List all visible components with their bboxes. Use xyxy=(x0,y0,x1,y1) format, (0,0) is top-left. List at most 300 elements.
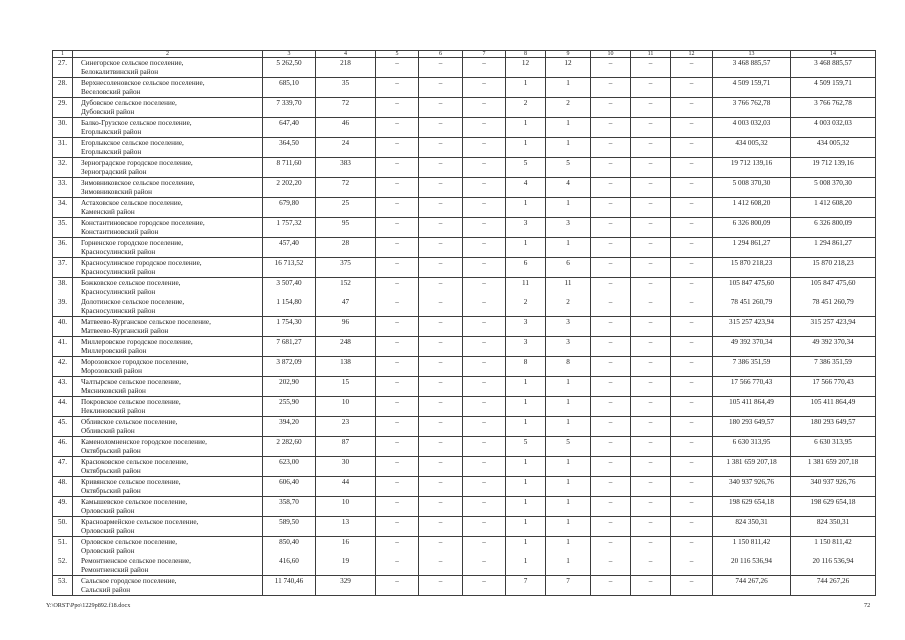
table-row xyxy=(53,477,876,497)
column-13-value: 19 712 139,16 xyxy=(713,158,791,178)
column-11-value: – xyxy=(631,397,671,417)
column-12-value: – xyxy=(671,138,713,158)
column-6-value: – xyxy=(419,497,463,517)
table-row xyxy=(53,218,876,238)
column-12-value: – xyxy=(671,477,713,497)
row-number: 53. xyxy=(53,576,73,596)
column-5-value: – xyxy=(376,158,419,178)
column-13-value: 340 937 926,76 xyxy=(713,477,791,497)
column-12-value: – xyxy=(671,457,713,477)
column-6-value: – xyxy=(419,118,463,138)
column-14-value: 105 411 864,49 xyxy=(791,397,876,417)
column-13-value: 6 326 800,09 xyxy=(713,218,791,238)
district-name: Орловский район xyxy=(81,547,135,555)
settlement-name: Миллеровское городское поселение, xyxy=(81,338,193,346)
column-7-value: – xyxy=(463,238,506,258)
column-9-value: 3 xyxy=(546,218,591,238)
column-10-value: – xyxy=(591,258,631,278)
column-5-value: – xyxy=(376,417,419,437)
settlement-name: Покровское сельское поселение, xyxy=(81,398,181,406)
column-9-value: 1 xyxy=(546,556,591,576)
column-4-value: 28 xyxy=(316,238,376,258)
district-name: Обливский район xyxy=(81,427,135,435)
column-4-value: 13 xyxy=(316,517,376,537)
column-8-value: 4 xyxy=(506,178,546,198)
column-11-value: – xyxy=(631,98,671,118)
row-number: 37. xyxy=(53,258,73,278)
column-8-value: 3 xyxy=(506,317,546,337)
settlement-cell xyxy=(73,337,263,357)
column-6-value: – xyxy=(419,556,463,576)
column-11-value: – xyxy=(631,317,671,337)
column-13-value: 3 468 885,57 xyxy=(713,58,791,78)
column-5-value: – xyxy=(376,138,419,158)
column-3-value: 623,00 xyxy=(263,457,316,477)
column-7-value: – xyxy=(463,98,506,118)
row-number: 46. xyxy=(53,437,73,457)
row-number: 44. xyxy=(53,397,73,417)
table-row xyxy=(53,537,876,557)
settlement-name: Синегорское сельское поселение, xyxy=(81,59,184,67)
table-row xyxy=(53,437,876,457)
column-7-value: – xyxy=(463,218,506,238)
footer-file-path: Y:\ORST\Ppo\1229p892.f18.docx xyxy=(46,602,131,609)
column-6-value: – xyxy=(419,537,463,557)
settlement-cell xyxy=(73,437,263,457)
column-6-value: – xyxy=(419,437,463,457)
column-5-value: – xyxy=(376,198,419,218)
column-9-value: 6 xyxy=(546,258,591,278)
column-6-value: – xyxy=(419,98,463,118)
column-4-value: 87 xyxy=(316,437,376,457)
district-name: Сальский район xyxy=(81,586,131,594)
column-number-13: 13 xyxy=(713,51,791,58)
district-name: Белокалитвинский район xyxy=(81,68,159,76)
column-number-1: 1 xyxy=(53,51,73,58)
district-name: Красносулинский район xyxy=(81,268,156,276)
column-14-value: 315 257 423,94 xyxy=(791,317,876,337)
column-8-value: 1 xyxy=(506,198,546,218)
settlement-name: Зимовниковское сельское поселение, xyxy=(81,179,195,187)
column-number-3: 3 xyxy=(263,51,316,58)
column-8-value: 1 xyxy=(506,417,546,437)
column-9-value: 7 xyxy=(546,576,591,596)
column-8-value: 1 xyxy=(506,497,546,517)
column-12-value: – xyxy=(671,337,713,357)
column-8-value: 1 xyxy=(506,397,546,417)
table-row xyxy=(53,98,876,118)
column-12-value: – xyxy=(671,218,713,238)
column-3-value: 3 507,40 xyxy=(263,278,316,298)
column-6-value: – xyxy=(419,477,463,497)
settlement-cell xyxy=(73,417,263,437)
column-4-value: 44 xyxy=(316,477,376,497)
column-3-value: 589,50 xyxy=(263,517,316,537)
column-14-value: 4 509 159,71 xyxy=(791,78,876,98)
column-12-value: – xyxy=(671,258,713,278)
column-5-value: – xyxy=(376,98,419,118)
row-number: 28. xyxy=(53,78,73,98)
column-4-value: 96 xyxy=(316,317,376,337)
column-13-value: 198 629 654,18 xyxy=(713,497,791,517)
settlement-name: Астаховское сельское поселение, xyxy=(81,199,183,207)
column-10-value: – xyxy=(591,437,631,457)
column-6-value: – xyxy=(419,317,463,337)
column-14-value: 5 008 370,30 xyxy=(791,178,876,198)
column-10-value: – xyxy=(591,556,631,576)
row-number: 51. xyxy=(53,537,73,557)
column-14-value: 1 381 659 207,18 xyxy=(791,457,876,477)
table-row xyxy=(53,238,876,258)
settlement-name: Горненское городское поселение, xyxy=(81,239,184,247)
district-name: Красносулинский район xyxy=(81,307,156,315)
district-name: Егорлыкский район xyxy=(81,128,142,136)
table-row xyxy=(53,158,876,178)
column-10-value: – xyxy=(591,497,631,517)
column-6-value: – xyxy=(419,258,463,278)
column-10-value: – xyxy=(591,278,631,298)
column-4-value: 72 xyxy=(316,178,376,198)
column-13-value: 78 451 260,79 xyxy=(713,297,791,317)
table-row xyxy=(53,556,876,576)
column-10-value: – xyxy=(591,397,631,417)
column-7-value: – xyxy=(463,258,506,278)
column-6-value: – xyxy=(419,377,463,397)
column-3-value: 16 713,52 xyxy=(263,258,316,278)
settlement-name: Ремонтненское сельское поселение, xyxy=(81,557,191,565)
row-number: 38. xyxy=(53,278,73,298)
column-6-value: – xyxy=(419,158,463,178)
settlement-cell xyxy=(73,178,263,198)
column-11-value: – xyxy=(631,517,671,537)
column-7-value: – xyxy=(463,556,506,576)
column-7-value: – xyxy=(463,497,506,517)
column-14-value: 3 468 885,57 xyxy=(791,58,876,78)
column-number-7: 7 xyxy=(463,51,506,58)
column-6-value: – xyxy=(419,198,463,218)
column-number-10: 10 xyxy=(591,51,631,58)
column-10-value: – xyxy=(591,218,631,238)
column-4-value: 218 xyxy=(316,58,376,78)
column-12-value: – xyxy=(671,357,713,377)
table-body xyxy=(53,58,876,596)
column-6-value: – xyxy=(419,218,463,238)
column-9-value: 1 xyxy=(546,238,591,258)
column-10-value: – xyxy=(591,477,631,497)
column-4-value: 248 xyxy=(316,337,376,357)
column-3-value: 457,40 xyxy=(263,238,316,258)
column-6-value: – xyxy=(419,178,463,198)
column-13-value: 4 003 032,03 xyxy=(713,118,791,138)
column-12-value: – xyxy=(671,58,713,78)
column-8-value: 12 xyxy=(506,58,546,78)
column-10-value: – xyxy=(591,238,631,258)
column-number-5: 5 xyxy=(376,51,419,58)
column-8-value: 6 xyxy=(506,258,546,278)
settlement-name: Константиновское городское поселение, xyxy=(81,219,205,227)
table-row xyxy=(53,178,876,198)
settlement-cell xyxy=(73,98,263,118)
table-row xyxy=(53,576,876,596)
column-5-value: – xyxy=(376,118,419,138)
row-number: 49. xyxy=(53,497,73,517)
column-3-value: 8 711,60 xyxy=(263,158,316,178)
column-11-value: – xyxy=(631,497,671,517)
settlement-cell xyxy=(73,297,263,317)
column-7-value: – xyxy=(463,477,506,497)
column-13-value: 1 150 811,42 xyxy=(713,537,791,557)
column-12-value: – xyxy=(671,238,713,258)
row-number: 50. xyxy=(53,517,73,537)
table-header xyxy=(53,51,876,58)
settlement-name: Егорлыкское сельское поселение, xyxy=(81,139,184,147)
column-14-value: 3 766 762,78 xyxy=(791,98,876,118)
column-9-value: 1 xyxy=(546,457,591,477)
settlement-name: Красюковское сельское поселение, xyxy=(81,458,189,466)
column-10-value: – xyxy=(591,337,631,357)
column-4-value: 10 xyxy=(316,397,376,417)
column-14-value: 340 937 926,76 xyxy=(791,477,876,497)
column-10-value: – xyxy=(591,377,631,397)
column-11-value: – xyxy=(631,158,671,178)
page-number: 72 xyxy=(864,602,871,609)
settlement-name: Каменоломненское городское поселение, xyxy=(81,438,207,446)
column-9-value: 3 xyxy=(546,317,591,337)
column-9-value: 1 xyxy=(546,198,591,218)
column-9-value: 2 xyxy=(546,98,591,118)
settlement-name: Красносулинское городское поселение, xyxy=(81,259,202,267)
column-14-value: 105 847 475,60 xyxy=(791,278,876,298)
column-10-value: – xyxy=(591,317,631,337)
column-4-value: 15 xyxy=(316,377,376,397)
column-10-value: – xyxy=(591,517,631,537)
column-3-value: 2 202,20 xyxy=(263,178,316,198)
column-9-value: 1 xyxy=(546,517,591,537)
column-5-value: – xyxy=(376,477,419,497)
settlement-cell xyxy=(73,158,263,178)
column-9-value: 4 xyxy=(546,178,591,198)
column-3-value: 7 339,70 xyxy=(263,98,316,118)
column-12-value: – xyxy=(671,377,713,397)
table-row xyxy=(53,377,876,397)
column-5-value: – xyxy=(376,397,419,417)
column-13-value: 824 350,31 xyxy=(713,517,791,537)
row-number: 48. xyxy=(53,477,73,497)
column-8-value: 1 xyxy=(506,556,546,576)
row-number: 29. xyxy=(53,98,73,118)
table-row xyxy=(53,497,876,517)
column-9-value: 2 xyxy=(546,297,591,317)
column-11-value: – xyxy=(631,477,671,497)
column-11-value: – xyxy=(631,198,671,218)
column-10-value: – xyxy=(591,138,631,158)
settlement-cell xyxy=(73,258,263,278)
column-12-value: – xyxy=(671,556,713,576)
column-number-2: 2 xyxy=(73,51,263,58)
column-10-value: – xyxy=(591,98,631,118)
column-4-value: 30 xyxy=(316,457,376,477)
column-5-value: – xyxy=(376,178,419,198)
column-12-value: – xyxy=(671,297,713,317)
settlement-name: Балко-Грузское сельское поселение, xyxy=(81,119,192,127)
column-5-value: – xyxy=(376,238,419,258)
settlement-cell xyxy=(73,457,263,477)
column-12-value: – xyxy=(671,78,713,98)
column-7-value: – xyxy=(463,517,506,537)
column-7-value: – xyxy=(463,58,506,78)
column-10-value: – xyxy=(591,158,631,178)
settlement-name: Кривянское сельское поселение, xyxy=(81,478,181,486)
column-13-value: 6 630 313,95 xyxy=(713,437,791,457)
column-10-value: – xyxy=(591,58,631,78)
column-4-value: 24 xyxy=(316,138,376,158)
column-4-value: 383 xyxy=(316,158,376,178)
settlement-cell xyxy=(73,58,263,78)
column-3-value: 7 681,27 xyxy=(263,337,316,357)
table-row xyxy=(53,278,876,298)
column-10-value: – xyxy=(591,417,631,437)
column-14-value: 1 294 861,27 xyxy=(791,238,876,258)
row-number: 33. xyxy=(53,178,73,198)
row-number: 47. xyxy=(53,457,73,477)
column-13-value: 7 386 351,59 xyxy=(713,357,791,377)
column-5-value: – xyxy=(376,58,419,78)
district-name: Веселовский район xyxy=(81,88,141,96)
column-7-value: – xyxy=(463,138,506,158)
settlement-name: Красноармейское сельское поселение, xyxy=(81,518,199,526)
column-14-value: 19 712 139,16 xyxy=(791,158,876,178)
column-10-value: – xyxy=(591,576,631,596)
row-number: 42. xyxy=(53,357,73,377)
column-11-value: – xyxy=(631,278,671,298)
column-5-value: – xyxy=(376,337,419,357)
column-11-value: – xyxy=(631,258,671,278)
district-name: Мясниковский район xyxy=(81,387,146,395)
district-name: Октябрьский район xyxy=(81,467,141,475)
column-10-value: – xyxy=(591,457,631,477)
column-6-value: – xyxy=(419,78,463,98)
column-14-value: 49 392 370,34 xyxy=(791,337,876,357)
row-number: 45. xyxy=(53,417,73,437)
table-row xyxy=(53,357,876,377)
column-13-value: 180 293 649,57 xyxy=(713,417,791,437)
column-11-value: – xyxy=(631,178,671,198)
column-7-value: – xyxy=(463,337,506,357)
column-14-value: 180 293 649,57 xyxy=(791,417,876,437)
table-row xyxy=(53,337,876,357)
column-8-value: 1 xyxy=(506,238,546,258)
district-name: Дубовский район xyxy=(81,108,135,116)
settlements-table xyxy=(52,50,876,596)
column-7-value: – xyxy=(463,357,506,377)
column-8-value: 5 xyxy=(506,437,546,457)
column-9-value: 1 xyxy=(546,78,591,98)
settlement-cell xyxy=(73,278,263,298)
settlement-cell xyxy=(73,218,263,238)
column-number-12: 12 xyxy=(671,51,713,58)
column-10-value: – xyxy=(591,118,631,138)
column-12-value: – xyxy=(671,317,713,337)
settlement-cell xyxy=(73,477,263,497)
column-11-value: – xyxy=(631,238,671,258)
column-13-value: 3 766 762,78 xyxy=(713,98,791,118)
row-number: 32. xyxy=(53,158,73,178)
row-number: 39. xyxy=(53,297,73,317)
settlement-cell xyxy=(73,537,263,557)
table-row xyxy=(53,118,876,138)
column-9-value: 1 xyxy=(546,118,591,138)
column-3-value: 416,60 xyxy=(263,556,316,576)
column-8-value: 1 xyxy=(506,537,546,557)
table-row xyxy=(53,138,876,158)
column-6-value: – xyxy=(419,58,463,78)
column-7-value: – xyxy=(463,297,506,317)
settlement-name: Дубовское сельское поселение, xyxy=(81,99,177,107)
column-9-value: 3 xyxy=(546,337,591,357)
column-12-value: – xyxy=(671,178,713,198)
column-7-value: – xyxy=(463,278,506,298)
column-6-value: – xyxy=(419,576,463,596)
column-5-value: – xyxy=(376,457,419,477)
column-12-value: – xyxy=(671,576,713,596)
column-11-value: – xyxy=(631,437,671,457)
column-11-value: – xyxy=(631,58,671,78)
district-name: Миллеровский район xyxy=(81,347,147,355)
district-name: Константиновский район xyxy=(81,228,159,236)
row-number: 31. xyxy=(53,138,73,158)
district-name: Егорлыкский район xyxy=(81,148,142,156)
column-4-value: 35 xyxy=(316,78,376,98)
column-6-value: – xyxy=(419,278,463,298)
settlement-cell xyxy=(73,317,263,337)
column-14-value: 6 630 313,95 xyxy=(791,437,876,457)
settlement-name: Сальское городское поселение, xyxy=(81,577,177,585)
column-13-value: 105 411 864,49 xyxy=(713,397,791,417)
column-4-value: 72 xyxy=(316,98,376,118)
column-9-value: 11 xyxy=(546,278,591,298)
column-6-value: – xyxy=(419,297,463,317)
column-5-value: – xyxy=(376,218,419,238)
column-10-value: – xyxy=(591,537,631,557)
settlement-cell xyxy=(73,357,263,377)
column-3-value: 1 154,80 xyxy=(263,297,316,317)
column-14-value: 744 267,26 xyxy=(791,576,876,596)
table-row xyxy=(53,317,876,337)
district-name: Красносулинский район xyxy=(81,288,156,296)
column-13-value: 49 392 370,34 xyxy=(713,337,791,357)
column-3-value: 606,40 xyxy=(263,477,316,497)
column-3-value: 850,40 xyxy=(263,537,316,557)
column-5-value: – xyxy=(376,377,419,397)
column-3-value: 358,70 xyxy=(263,497,316,517)
column-10-value: – xyxy=(591,178,631,198)
column-number-9: 9 xyxy=(546,51,591,58)
column-3-value: 1 754,30 xyxy=(263,317,316,337)
table-row xyxy=(53,517,876,537)
column-3-value: 647,40 xyxy=(263,118,316,138)
column-12-value: – xyxy=(671,158,713,178)
column-13-value: 105 847 475,60 xyxy=(713,278,791,298)
column-3-value: 2 282,60 xyxy=(263,437,316,457)
settlement-cell xyxy=(73,497,263,517)
row-number: 30. xyxy=(53,118,73,138)
column-13-value: 315 257 423,94 xyxy=(713,317,791,337)
settlement-name: Чалтырское сельское поселение, xyxy=(81,378,181,386)
district-name: Матвеево-Курганский район xyxy=(81,327,169,335)
table-row xyxy=(53,457,876,477)
column-7-value: – xyxy=(463,317,506,337)
column-9-value: 1 xyxy=(546,537,591,557)
